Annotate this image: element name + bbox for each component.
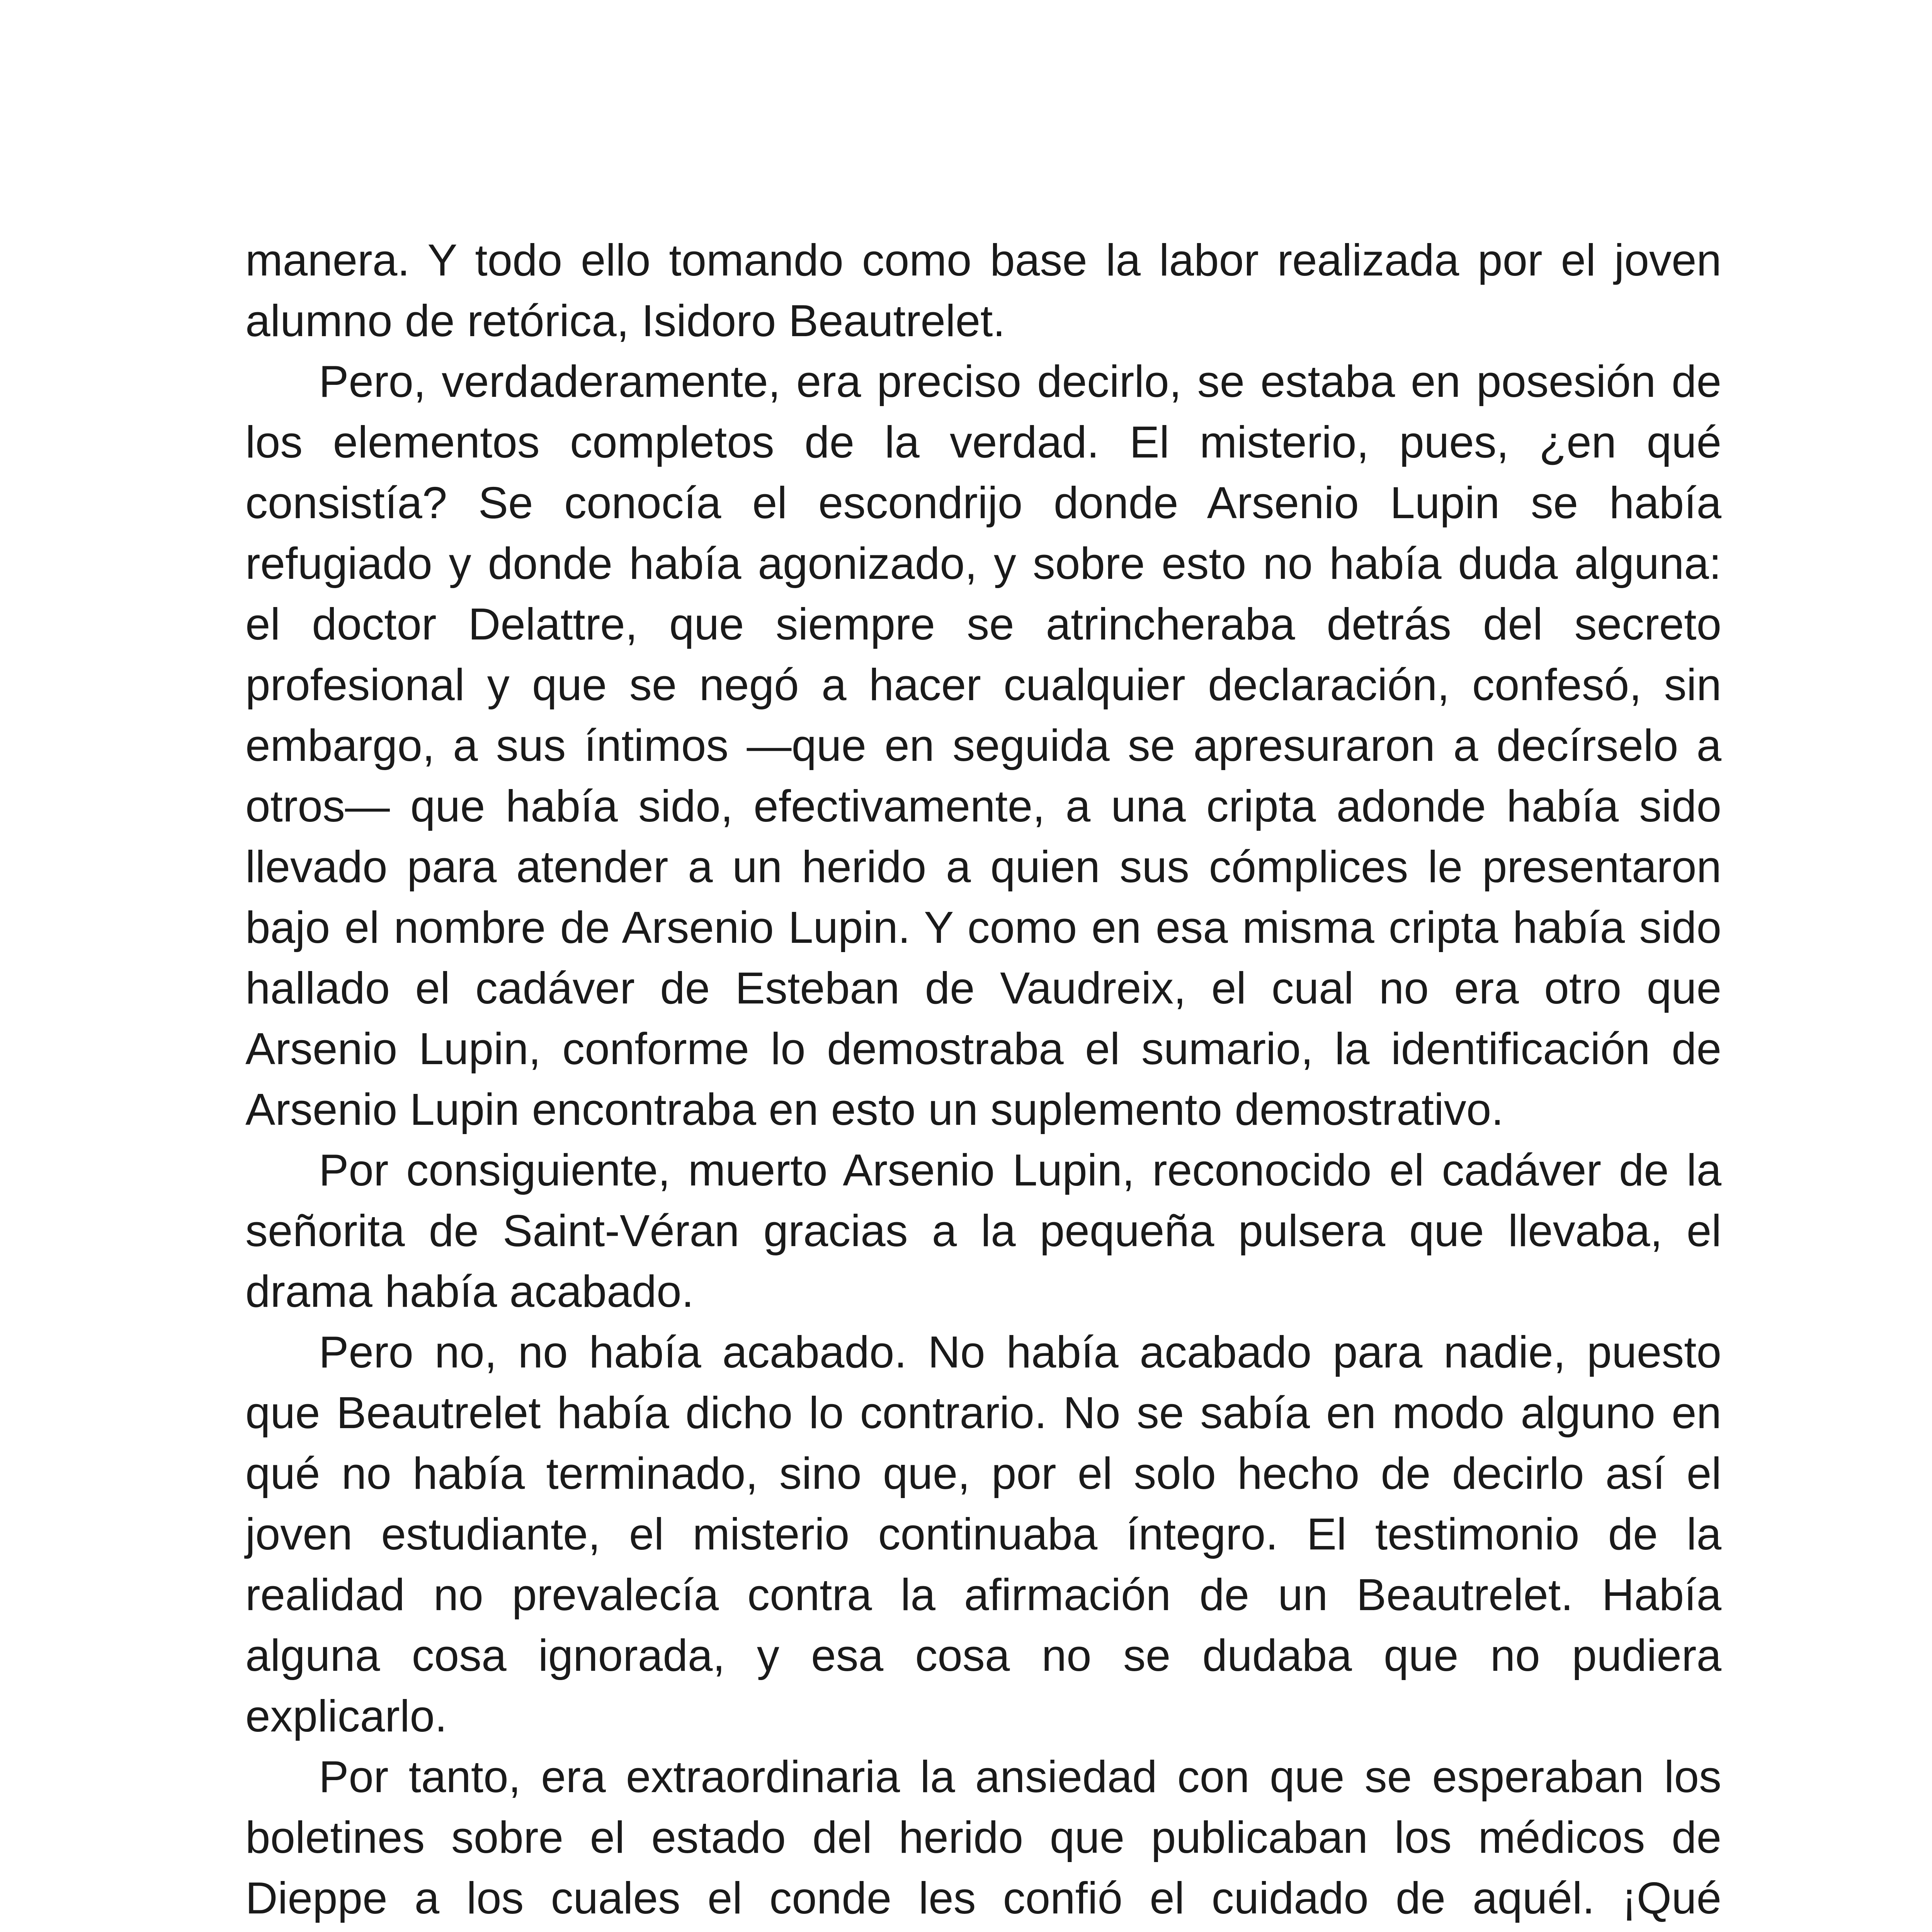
paragraph: Pero, verdaderamente, era preciso decirlo, se estaba en posesión de los elementos completos de la verdad. El misterio, pues, ¿en qué consistía? Se conocía el escondrijo donde Arsenio Lupin se había refugiado y donde había agonizado, y sobre esto no había duda alguna: el doctor Delattre, que siempre se atrincheraba detrás del secreto profesional y que se negó a hacer cualquier declaración, confesó, sin embargo, a sus íntimos —que en seguida se apresuraron a decírselo a otros— que había sido, efectivamente, a una cripta adonde había sido llevado para atender a un herido a quien sus cómplices le presentaron bajo el nombre de Arsenio Lupin. Y como en esa misma cripta había sido hallado el cadáver de Esteban de Vaudreix, el cual no era otro que Arsenio Lupin, conforme lo demostraba el sumario, la identificación de Arsenio Lupin encontraba en esto un suplemento demostrativo. <box>245 356 1721 1134</box>
paragraph: Por consiguiente, muerto Arsenio Lupin, reconocido el cadáver de la señorita de Saint-Véran gracias a la pequeña pulsera que llevaba, el drama había acabado. <box>245 1145 1721 1316</box>
paragraph: Pero no, no había acabado. No había acabado para nadie, puesto que Beautrelet había dicho lo contrario. No se sabía en modo alguno en qué no había terminado, sino que, por el solo hecho de decirlo así el joven estudiante, el misterio continuaba íntegro. El testimonio de la realidad no prevalecía contra la afirmación de un Beautrelet. Había alguna cosa ignorada, y esa cosa no se dudaba que no pudiera explicarlo. <box>245 1327 1721 1741</box>
paragraph-continuation: manera. Y todo ello tomando como base la labor realizada por el joven alumno de retórica, Isidoro Beautrelet. <box>245 235 1721 346</box>
body-text <box>245 230 1721 1932</box>
paragraph: Por tanto, era extraordinaria la ansiedad con que se esperaban los boletines sobre el estado del herido que publicaban los médicos de Dieppe a los cuales el conde les confió el cuidado de aquél. ¡Qué <box>245 1752 1721 1923</box>
